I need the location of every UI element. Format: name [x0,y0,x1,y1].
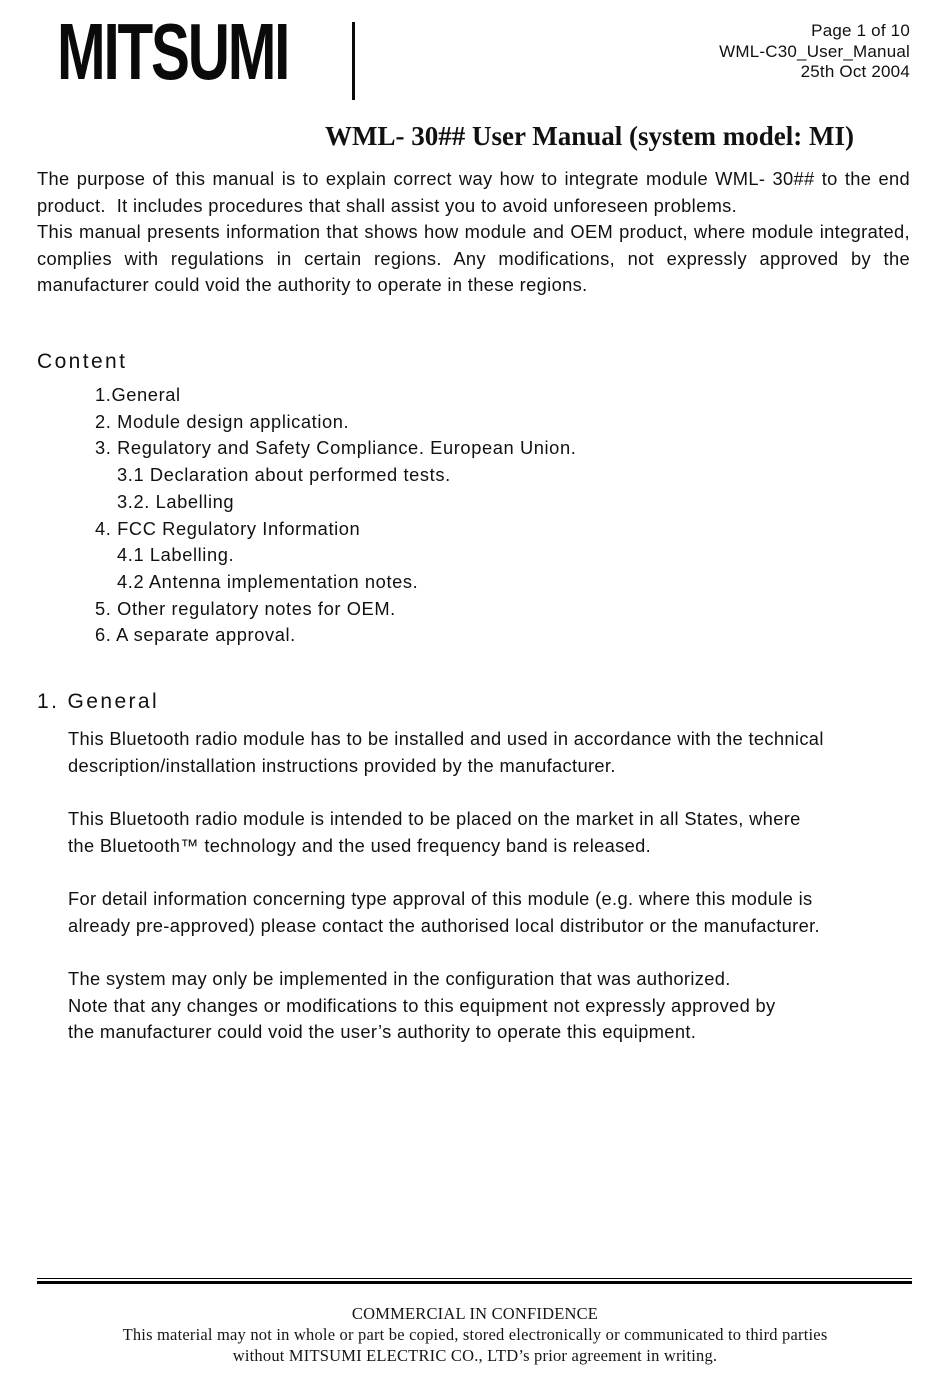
document-name-label: WML-C30_User_Manual [719,41,910,61]
intro-line: product. It includes procedures that shall assist you to avoid unforeseen problems. [37,194,738,216]
content-heading: Content [37,350,128,373]
paragraph-line: description/installation instructions provided by the manufacturer. [68,754,616,776]
intro-line: manufacturer could void the authority to operate in these regions. [37,274,588,296]
paragraph [68,806,910,859]
page-footer [0,1278,950,1366]
general-section-body [68,726,910,1046]
content-section [37,350,910,649]
general-section-heading: 1. General [37,690,160,713]
intro-paragraphs [37,166,910,299]
intro-line: complies with regulations in certain regions. Any modifications, not expressly approved by the [37,247,910,269]
page-number-label: Page 1 of 10 [811,21,910,40]
intro-line: The purpose of this manual is to explain correct way how to integrate module WML- 30## to the end [37,168,910,189]
paragraph-line: This Bluetooth radio module is intended to be placed on the market in all States, where [68,808,801,829]
header-meta [719,21,910,83]
intro-line: This manual presents information that shows how module and OEM product, where module integrated, [37,221,910,243]
paragraph [68,726,910,779]
general-section [37,690,910,1073]
logo-divider [352,22,355,100]
paragraph-line: The system may only be implemented in the configuration that was authorized. [68,968,731,989]
document-date-label: 25th Oct 2004 [800,62,910,81]
confidentiality-notice [0,1303,950,1366]
notice-line: This material may not in whole or part be copied, stored electronically or communicated to third parties [122,1325,828,1344]
mitsumi-logo: MITSUMI [57,7,289,96]
toc-item-module-design: 2. Module design application. [95,410,350,432]
toc-item-regulatory-eu: 3. Regulatory and Safety Compliance. European Union. [95,437,577,459]
toc-item-labelling-fcc: 4.1 Labelling. [117,544,235,566]
toc-item-oem-notes: 5. Other regulatory notes for OEM. [95,597,396,619]
confidence-label: COMMERCIAL IN CONFIDENCE [351,1304,599,1323]
paragraph-line: the Bluetooth™ technology and the used frequency band is released. [68,834,652,856]
notice-line: without MITSUMI ELECTRIC CO., LTD’s prior agreement in writing. [232,1346,718,1365]
document-title: WML- 30## User Manual (system model: MI) [325,121,854,151]
paragraph-line: For detail information concerning type approval of this module (e.g. where this module is [68,888,813,909]
paragraph-line: already pre-approved) please contact the authorised local distributor or the manufacturer. [68,914,820,936]
toc-item-labelling-eu: 3.2. Labelling [117,490,235,512]
toc-item-antenna-notes: 4.2 Antenna implementation notes. [117,570,419,592]
toc-item-separate-approval: 6. A separate approval. [95,624,296,646]
toc-item-fcc: 4. FCC Regulatory Information [95,517,361,539]
paragraph-line: Note that any changes or modifications to this equipment not expressly approved by [68,994,776,1016]
paragraph [68,886,910,939]
toc-item-declaration: 3.1 Declaration about performed tests. [117,464,451,486]
paragraph-line: This Bluetooth radio module has to be installed and used in accordance with the technical [68,728,824,749]
footer-rule [37,1278,912,1284]
paragraph-line: the manufacturer could void the user’s authority to operate this equipment. [68,1021,697,1043]
toc-item-general: 1.General [95,384,181,405]
table-of-contents [37,382,910,649]
paragraph [68,966,910,1046]
